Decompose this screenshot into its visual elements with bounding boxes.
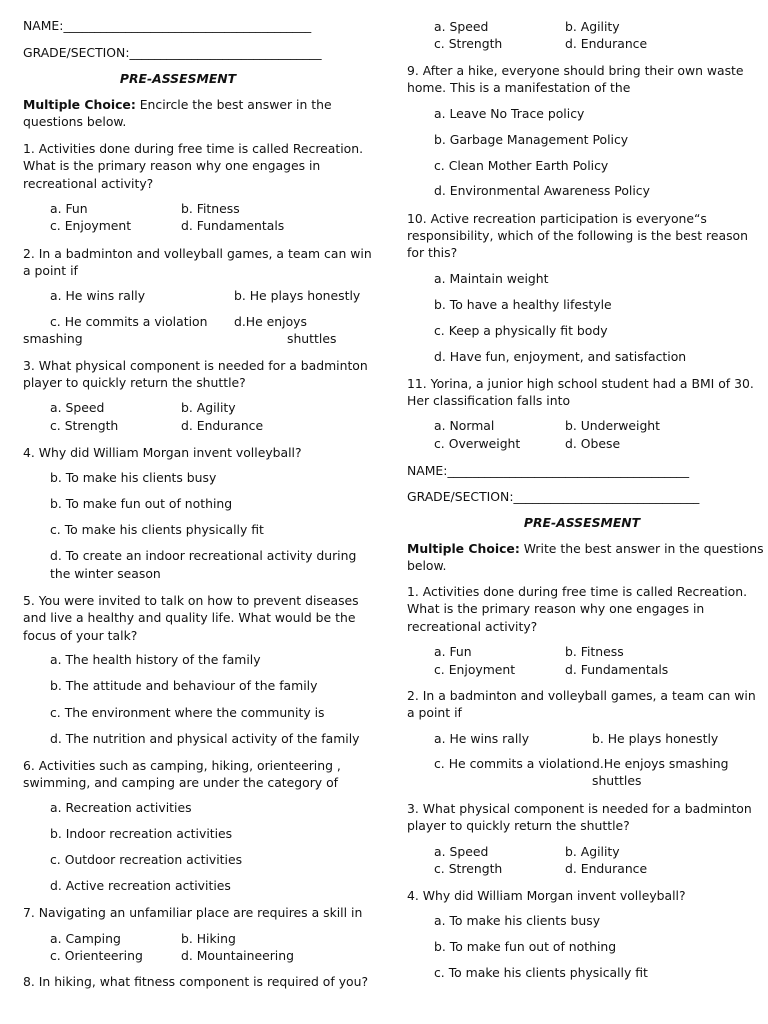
q5-option-c: c. The environment where the community is xyxy=(50,705,325,720)
q1-option-c: c. Enjoyment xyxy=(50,218,132,233)
q2-option-d-cont: shuttles xyxy=(287,331,337,346)
q2-copy-option-d: d.He enjoys smashing xyxy=(592,756,729,771)
question-9: 9. After a hike, everyone should bring their own waste xyxy=(407,63,744,78)
grade-section-line-2: GRADE/SECTION:______________________________ xyxy=(407,489,700,504)
question-8: 8. In hiking, what fitness component is required of you? xyxy=(23,974,369,989)
question-2-line2: a point if xyxy=(23,263,78,278)
q8-option-b: b. Agility xyxy=(565,19,620,34)
q10-option-c: c. Keep a physically fit body xyxy=(434,323,608,338)
question-10-line3: for this? xyxy=(407,245,458,260)
q8-option-a: a. Speed xyxy=(434,19,489,34)
q6-option-d: d. Active recreation activities xyxy=(50,878,231,893)
question-1-copy-line2: What is the primary reason why one engages in xyxy=(407,601,705,616)
q8-option-d: d. Endurance xyxy=(565,36,648,51)
q5-option-d: d. The nutrition and physical activity of the family xyxy=(50,731,360,746)
q4-copy-option-b: b. To make fun out of nothing xyxy=(434,939,617,954)
q2-copy-option-b: b. He plays honestly xyxy=(592,731,719,746)
instructions-label: Multiple Choice: xyxy=(23,97,136,112)
q9-option-b: b. Garbage Management Policy xyxy=(434,132,629,147)
instructions-2-cont: below. xyxy=(407,558,447,573)
q7-option-c: c. Orienteering xyxy=(50,948,143,963)
q4-option-a: b. To make his clients busy xyxy=(50,470,217,485)
q1-copy-option-d: d. Fundamentals xyxy=(565,662,669,677)
name-line-2: NAME:_______________________________________ xyxy=(407,463,690,478)
q2-option-c-cont: smashing xyxy=(23,331,83,346)
q11-option-d: d. Obese xyxy=(565,436,621,451)
question-1-line2: What is the primary reason why one engages in xyxy=(23,158,321,173)
q3-copy-option-d: d. Endurance xyxy=(565,861,648,876)
q1-option-a: a. Fun xyxy=(50,201,88,216)
q10-option-d: d. Have fun, enjoyment, and satisfaction xyxy=(434,349,687,364)
question-4: 4. Why did William Morgan invent volleyball? xyxy=(23,445,302,460)
q2-copy-option-d-cont: shuttles xyxy=(592,773,642,788)
q1-option-d: d. Fundamentals xyxy=(181,218,285,233)
q4-option-c: c. To make his clients physically fit xyxy=(50,522,264,537)
q1-option-b: b. Fitness xyxy=(181,201,240,216)
q9-option-a: a. Leave No Trace policy xyxy=(434,106,585,121)
q2-copy-option-a: a. He wins rally xyxy=(434,731,530,746)
question-3-copy: 3. What physical component is needed for a badminton xyxy=(407,801,752,816)
q4-option-b: b. To make fun out of nothing xyxy=(50,496,233,511)
question-10: 10. Active recreation participation is everyone“s xyxy=(407,211,707,226)
name-line: NAME:________________________________________ xyxy=(23,18,312,33)
q2-option-b: b. He plays honestly xyxy=(234,288,361,303)
q4-copy-option-c: c. To make his clients physically fit xyxy=(434,965,648,980)
question-6: 6. Activities such as camping, hiking, orienteering , xyxy=(23,758,341,773)
question-5-line3: focus of your talk? xyxy=(23,628,138,643)
page-title-2: PRE-ASSESMENT xyxy=(523,515,641,530)
q4-option-d-cont: the winter season xyxy=(50,566,161,581)
question-3: 3. What physical component is needed for a badminton xyxy=(23,358,368,373)
q9-option-c: c. Clean Mother Earth Policy xyxy=(434,158,609,173)
q3-option-b: b. Agility xyxy=(181,400,236,415)
q1-copy-option-c: c. Enjoyment xyxy=(434,662,516,677)
q8-option-c: c. Strength xyxy=(434,36,503,51)
question-2-copy: 2. In a badminton and volleyball games, a team can win xyxy=(407,688,756,703)
question-5-line2: and live a healthy and quality life. What would be the xyxy=(23,610,356,625)
q2-option-c: c. He commits a violation xyxy=(50,314,208,329)
q5-option-b: b. The attitude and behaviour of the family xyxy=(50,678,318,693)
q3-option-d: d. Endurance xyxy=(181,418,264,433)
q7-option-a: a. Camping xyxy=(50,931,121,946)
grade-section-line: GRADE/SECTION:_______________________________ xyxy=(23,45,322,60)
question-11: 11. Yorina, a junior high school student had a BMI of 30. xyxy=(407,376,754,391)
q6-option-c: c. Outdoor recreation activities xyxy=(50,852,243,867)
q11-option-b: b. Underweight xyxy=(565,418,661,433)
question-2: 2. In a badminton and volleyball games, a team can win xyxy=(23,246,372,261)
question-1-line3: recreational activity? xyxy=(23,176,154,191)
q3-copy-option-a: a. Speed xyxy=(434,844,489,859)
question-10-line2: responsibility, which of the following is the best reason xyxy=(407,228,748,243)
instructions-2-text: Write the best answer in the questions xyxy=(519,541,764,556)
q5-option-a: a. The health history of the family xyxy=(50,652,261,667)
q11-option-c: c. Overweight xyxy=(434,436,521,451)
instructions-2 xyxy=(407,540,764,558)
question-2-copy-line2: a point if xyxy=(407,705,462,720)
question-6-line2: swimming, and camping are under the category of xyxy=(23,775,339,790)
q6-option-b: b. Indoor recreation activities xyxy=(50,826,233,841)
question-1-copy-line3: recreational activity? xyxy=(407,619,538,634)
q2-option-d: d.He enjoys xyxy=(234,314,307,329)
q4-copy-option-a: a. To make his clients busy xyxy=(434,913,601,928)
q1-copy-option-b: b. Fitness xyxy=(565,644,624,659)
q7-option-b: b. Hiking xyxy=(181,931,236,946)
question-9-line2: home. This is a manifestation of the xyxy=(407,80,631,95)
question-11-line2: Her classification falls into xyxy=(407,393,571,408)
instructions-cont: questions below. xyxy=(23,114,127,129)
q9-option-d: d. Environmental Awareness Policy xyxy=(434,183,650,198)
q3-copy-option-b: b. Agility xyxy=(565,844,620,859)
q2-option-a: a. He wins rally xyxy=(50,288,146,303)
question-7: 7. Navigating an unfamiliar place are requires a skill in xyxy=(23,905,363,920)
q10-option-b: b. To have a healthy lifestyle xyxy=(434,297,612,312)
page-title: PRE-ASSESMENT xyxy=(119,71,237,86)
q2-copy-option-c: c. He commits a violation xyxy=(434,756,592,771)
instructions-text: Encircle the best answer in the xyxy=(135,97,332,112)
question-3-line2: player to quickly return the shuttle? xyxy=(23,375,246,390)
question-1: 1. Activities done during free time is called Recreation. xyxy=(23,141,364,156)
q3-option-a: a. Speed xyxy=(50,400,105,415)
q7-option-d: d. Mountaineering xyxy=(181,948,294,963)
q3-copy-option-c: c. Strength xyxy=(434,861,503,876)
q10-option-a: a. Maintain weight xyxy=(434,271,549,286)
q4-option-d: d. To create an indoor recreational activity during xyxy=(50,548,357,563)
question-5: 5. You were invited to talk on how to prevent diseases xyxy=(23,593,359,608)
q1-copy-option-a: a. Fun xyxy=(434,644,472,659)
q11-option-a: a. Normal xyxy=(434,418,495,433)
question-4-copy: 4. Why did William Morgan invent volleyball? xyxy=(407,888,686,903)
instructions-2-label: Multiple Choice: xyxy=(407,541,520,556)
q6-option-a: a. Recreation activities xyxy=(50,800,192,815)
q3-option-c: c. Strength xyxy=(50,418,119,433)
question-3-copy-line2: player to quickly return the shuttle? xyxy=(407,818,630,833)
question-1-copy: 1. Activities done during free time is called Recreation. xyxy=(407,584,748,599)
instructions xyxy=(23,96,373,114)
